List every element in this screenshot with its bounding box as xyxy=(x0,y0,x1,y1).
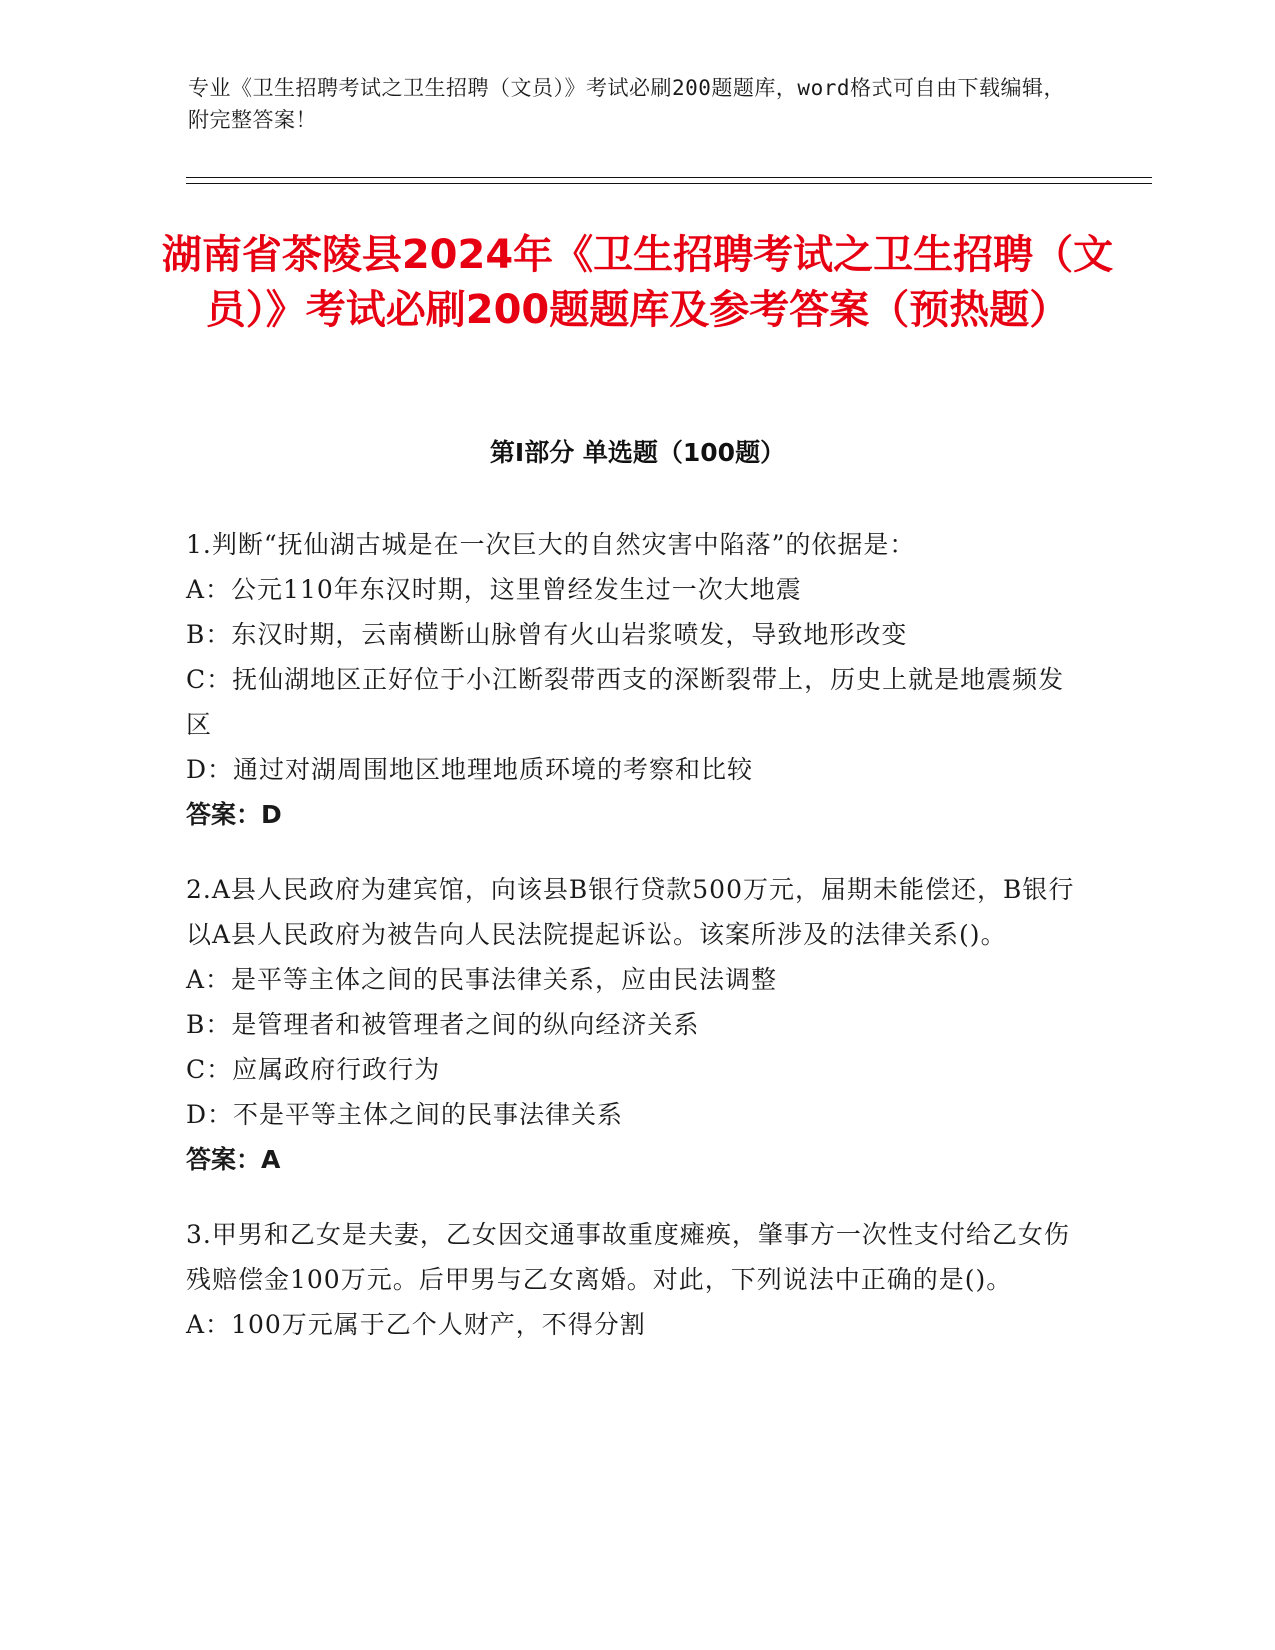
question-stem: 3.甲男和乙女是夫妻，乙女因交通事故重度瘫痪，肇事方一次性支付给乙女伤残赔偿金100万元。后甲男与乙女离婚。对此，下列说法中正确的是()。 xyxy=(186,1220,1070,1294)
question-2 xyxy=(186,867,1086,1182)
option-a: A：公元110年东汉时期，这里曾经发生过一次大地震 xyxy=(186,575,802,604)
option-a: A：100万元属于乙个人财产，不得分割 xyxy=(186,1310,646,1339)
header-rule-bottom xyxy=(186,183,1152,184)
option-d: D：不是平等主体之间的民事法律关系 xyxy=(186,1100,624,1129)
question-list xyxy=(186,522,1086,1377)
question-stem: 2.A县人民政府为建宾馆，向该县B银行贷款500万元，届期未能偿还，B银行以A县人民政府为被告向人民法院提起诉讼。该案所涉及的法律关系()。 xyxy=(186,875,1075,949)
document-title: 湖南省茶陵县2024年《卫生招聘考试之卫生招聘（文员）》考试必刷200题题库及参考答案（预热题） xyxy=(161,232,1114,333)
option-b: B：东汉时期，云南横断山脉曾有火山岩浆喷发，导致地形改变 xyxy=(186,620,908,649)
question-3 xyxy=(186,1212,1086,1347)
section-heading: 第Ⅰ部分 单选题（100题） xyxy=(489,438,786,467)
option-d: D：通过对湖周围地区地理地质环境的考察和比较 xyxy=(186,755,754,784)
option-c: C：应属政府行政行为 xyxy=(186,1055,441,1084)
question-stem: 1.判断“抚仙湖古城是在一次巨大的自然灾害中陷落”的依据是： xyxy=(186,530,916,559)
answer: 答案：D xyxy=(186,800,282,829)
option-a: A：是平等主体之间的民事法律关系，应由民法调整 xyxy=(186,965,778,994)
header-rule-top xyxy=(186,177,1152,178)
header-note: 专业《卫生招聘考试之卫生招聘（文员）》考试必刷200题题库，word格式可自由下载编辑，附完整答案！ xyxy=(188,76,1065,132)
answer: 答案：A xyxy=(186,1145,281,1174)
option-b: B：是管理者和被管理者之间的纵向经济关系 xyxy=(186,1010,700,1039)
question-1 xyxy=(186,522,1086,837)
option-c: C：抚仙湖地区正好位于小江断裂带西支的深断裂带上，历史上就是地震频发区 xyxy=(186,665,1065,739)
